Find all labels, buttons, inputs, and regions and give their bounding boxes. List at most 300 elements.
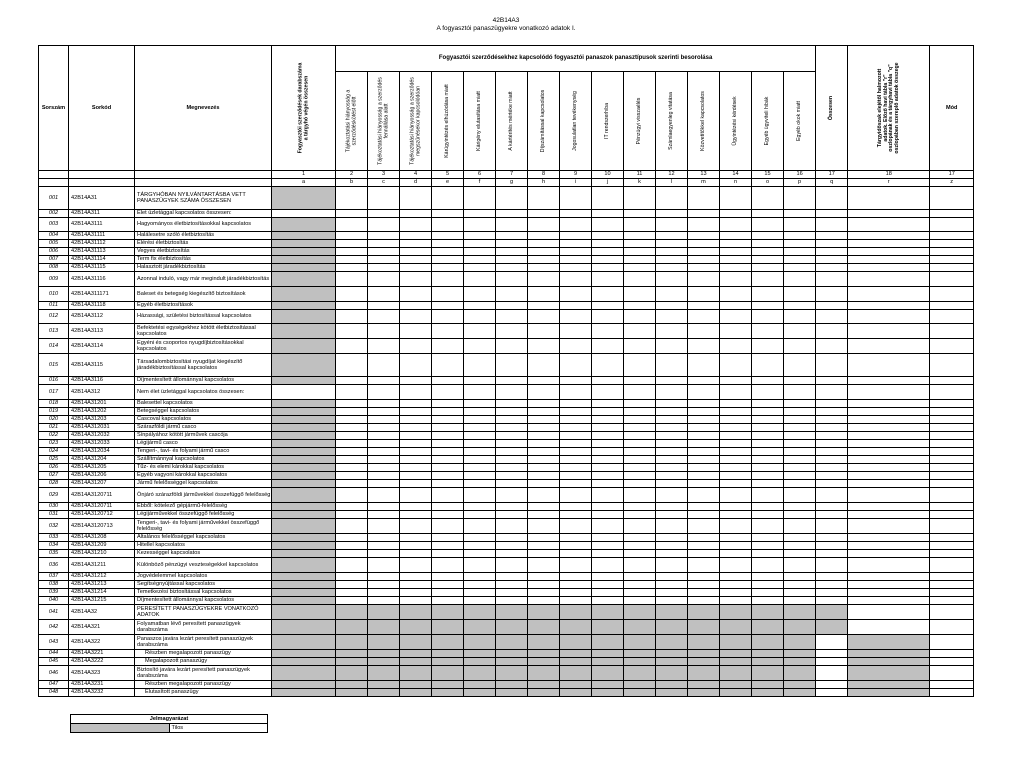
- data-cell-n[interactable]: [720, 232, 752, 240]
- data-cell-m[interactable]: [688, 472, 720, 480]
- data-cell-o[interactable]: [752, 287, 784, 302]
- data-cell-q[interactable]: [816, 550, 848, 558]
- data-cell-g[interactable]: [496, 377, 528, 385]
- data-cell-p[interactable]: [784, 464, 816, 472]
- data-cell-q[interactable]: [816, 534, 848, 542]
- data-cell-e[interactable]: [432, 480, 464, 488]
- data-cell-d[interactable]: [400, 424, 432, 432]
- data-cell-o[interactable]: [752, 448, 784, 456]
- data-cell-d[interactable]: [400, 511, 432, 519]
- data-cell-z[interactable]: [930, 210, 974, 218]
- data-cell-o[interactable]: [752, 187, 784, 210]
- data-cell-c[interactable]: [368, 218, 400, 232]
- data-cell-e[interactable]: [432, 324, 464, 339]
- data-cell-e[interactable]: [432, 287, 464, 302]
- data-cell-b[interactable]: [336, 534, 368, 542]
- data-cell-o[interactable]: [752, 385, 784, 400]
- data-cell-n[interactable]: [720, 488, 752, 503]
- data-cell-m[interactable]: [688, 424, 720, 432]
- data-cell-i[interactable]: [560, 488, 592, 503]
- data-cell-g[interactable]: [496, 310, 528, 324]
- data-cell-l[interactable]: [656, 488, 688, 503]
- data-cell-p[interactable]: [784, 472, 816, 480]
- data-cell-h[interactable]: [528, 519, 560, 534]
- data-cell-r[interactable]: [848, 400, 930, 408]
- data-cell-m[interactable]: [688, 218, 720, 232]
- data-cell-m[interactable]: [688, 232, 720, 240]
- data-cell-h[interactable]: [528, 480, 560, 488]
- data-cell-b[interactable]: [336, 324, 368, 339]
- data-cell-d[interactable]: [400, 456, 432, 464]
- data-cell-j[interactable]: [592, 542, 624, 550]
- data-cell-z[interactable]: [930, 256, 974, 264]
- data-cell-g[interactable]: [496, 302, 528, 310]
- data-cell-g[interactable]: [496, 472, 528, 480]
- data-cell-r[interactable]: [848, 240, 930, 248]
- data-cell-e[interactable]: [432, 472, 464, 480]
- data-cell-m[interactable]: [688, 187, 720, 210]
- data-cell-o[interactable]: [752, 218, 784, 232]
- data-cell-n[interactable]: [720, 264, 752, 272]
- data-cell-p[interactable]: [784, 534, 816, 542]
- data-cell-o[interactable]: [752, 377, 784, 385]
- data-cell-k[interactable]: [624, 256, 656, 264]
- data-cell-d[interactable]: [400, 256, 432, 264]
- data-cell-j[interactable]: [592, 287, 624, 302]
- data-cell-o[interactable]: [752, 354, 784, 377]
- data-cell-i[interactable]: [560, 519, 592, 534]
- data-cell-q[interactable]: [816, 424, 848, 432]
- data-cell-r[interactable]: [848, 573, 930, 581]
- data-cell-c[interactable]: [368, 464, 400, 472]
- data-cell-q[interactable]: [816, 589, 848, 597]
- data-cell-z[interactable]: [930, 385, 974, 400]
- data-cell-g[interactable]: [496, 581, 528, 589]
- data-cell-i[interactable]: [560, 424, 592, 432]
- data-cell-q[interactable]: [816, 240, 848, 248]
- data-cell-n[interactable]: [720, 542, 752, 550]
- data-cell-m[interactable]: [688, 456, 720, 464]
- data-cell-r[interactable]: [848, 324, 930, 339]
- data-cell-r[interactable]: [848, 558, 930, 573]
- data-cell-e[interactable]: [432, 339, 464, 354]
- data-cell-o[interactable]: [752, 432, 784, 440]
- data-cell-k[interactable]: [624, 542, 656, 550]
- data-cell-o[interactable]: [752, 503, 784, 511]
- data-cell-p[interactable]: [784, 480, 816, 488]
- data-cell-z[interactable]: [930, 218, 974, 232]
- data-cell-n[interactable]: [720, 377, 752, 385]
- data-cell-o[interactable]: [752, 573, 784, 581]
- data-cell-q[interactable]: [816, 187, 848, 210]
- data-cell-i[interactable]: [560, 400, 592, 408]
- data-cell-e[interactable]: [432, 432, 464, 440]
- data-cell-f[interactable]: [464, 385, 496, 400]
- data-cell-m[interactable]: [688, 550, 720, 558]
- data-cell-q[interactable]: [816, 573, 848, 581]
- data-cell-k[interactable]: [624, 597, 656, 605]
- data-cell-o[interactable]: [752, 210, 784, 218]
- data-cell-e[interactable]: [432, 464, 464, 472]
- data-cell-n[interactable]: [720, 385, 752, 400]
- data-cell-z[interactable]: [930, 605, 974, 620]
- data-cell-o[interactable]: [752, 472, 784, 480]
- data-cell-i[interactable]: [560, 558, 592, 573]
- data-cell-m[interactable]: [688, 558, 720, 573]
- data-cell-g[interactable]: [496, 264, 528, 272]
- data-cell-p[interactable]: [784, 550, 816, 558]
- data-cell-f[interactable]: [464, 408, 496, 416]
- data-cell-h[interactable]: [528, 456, 560, 464]
- data-cell-r[interactable]: [848, 408, 930, 416]
- data-cell-f[interactable]: [464, 310, 496, 324]
- data-cell-e[interactable]: [432, 187, 464, 210]
- data-cell-r[interactable]: [848, 488, 930, 503]
- data-cell-m[interactable]: [688, 480, 720, 488]
- data-cell-f[interactable]: [464, 464, 496, 472]
- data-cell-l[interactable]: [656, 542, 688, 550]
- data-cell-n[interactable]: [720, 324, 752, 339]
- data-cell-q[interactable]: [816, 681, 848, 689]
- data-cell-d[interactable]: [400, 488, 432, 503]
- data-cell-z[interactable]: [930, 681, 974, 689]
- data-cell-b[interactable]: [336, 456, 368, 464]
- data-cell-z[interactable]: [930, 519, 974, 534]
- data-cell-b[interactable]: [336, 440, 368, 448]
- data-cell-l[interactable]: [656, 408, 688, 416]
- data-cell-l[interactable]: [656, 503, 688, 511]
- data-cell-j[interactable]: [592, 464, 624, 472]
- data-cell-f[interactable]: [464, 210, 496, 218]
- data-cell-z[interactable]: [930, 464, 974, 472]
- data-cell-m[interactable]: [688, 542, 720, 550]
- data-cell-q[interactable]: [816, 432, 848, 440]
- data-cell-c[interactable]: [368, 400, 400, 408]
- data-cell-r[interactable]: [848, 424, 930, 432]
- data-cell-c[interactable]: [368, 210, 400, 218]
- data-cell-p[interactable]: [784, 408, 816, 416]
- data-cell-b[interactable]: [336, 218, 368, 232]
- data-cell-q[interactable]: [816, 210, 848, 218]
- data-cell-h[interactable]: [528, 448, 560, 456]
- data-cell-m[interactable]: [688, 240, 720, 248]
- data-cell-c[interactable]: [368, 324, 400, 339]
- data-cell-f[interactable]: [464, 416, 496, 424]
- data-cell-k[interactable]: [624, 432, 656, 440]
- data-cell-b[interactable]: [336, 503, 368, 511]
- data-cell-k[interactable]: [624, 302, 656, 310]
- data-cell-d[interactable]: [400, 416, 432, 424]
- data-cell-f[interactable]: [464, 432, 496, 440]
- data-cell-q[interactable]: [816, 650, 848, 658]
- data-cell-k[interactable]: [624, 400, 656, 408]
- data-cell-j[interactable]: [592, 550, 624, 558]
- data-cell-z[interactable]: [930, 272, 974, 287]
- data-cell-p[interactable]: [784, 272, 816, 287]
- data-cell-i[interactable]: [560, 232, 592, 240]
- data-cell-h[interactable]: [528, 400, 560, 408]
- data-cell-c[interactable]: [368, 534, 400, 542]
- data-cell-q[interactable]: [816, 472, 848, 480]
- data-cell-h[interactable]: [528, 573, 560, 581]
- data-cell-b[interactable]: [336, 542, 368, 550]
- data-cell-k[interactable]: [624, 589, 656, 597]
- data-cell-z[interactable]: [930, 324, 974, 339]
- data-cell-l[interactable]: [656, 581, 688, 589]
- data-cell-p[interactable]: [784, 240, 816, 248]
- data-cell-h[interactable]: [528, 232, 560, 240]
- data-cell-d[interactable]: [400, 432, 432, 440]
- data-cell-n[interactable]: [720, 519, 752, 534]
- data-cell-b[interactable]: [336, 448, 368, 456]
- data-cell-b[interactable]: [336, 480, 368, 488]
- data-cell-g[interactable]: [496, 218, 528, 232]
- data-cell-z[interactable]: [930, 302, 974, 310]
- data-cell-c[interactable]: [368, 456, 400, 464]
- data-cell-p[interactable]: [784, 416, 816, 424]
- data-cell-m[interactable]: [688, 272, 720, 287]
- data-cell-z[interactable]: [930, 377, 974, 385]
- data-cell-f[interactable]: [464, 472, 496, 480]
- data-cell-d[interactable]: [400, 573, 432, 581]
- data-cell-b[interactable]: [336, 488, 368, 503]
- data-cell-m[interactable]: [688, 519, 720, 534]
- data-cell-j[interactable]: [592, 187, 624, 210]
- data-cell-b[interactable]: [336, 272, 368, 287]
- data-cell-e[interactable]: [432, 248, 464, 256]
- data-cell-e[interactable]: [432, 272, 464, 287]
- data-cell-z[interactable]: [930, 550, 974, 558]
- data-cell-j[interactable]: [592, 400, 624, 408]
- data-cell-o[interactable]: [752, 324, 784, 339]
- data-cell-n[interactable]: [720, 354, 752, 377]
- data-cell-k[interactable]: [624, 488, 656, 503]
- data-cell-k[interactable]: [624, 534, 656, 542]
- data-cell-l[interactable]: [656, 511, 688, 519]
- data-cell-z[interactable]: [930, 480, 974, 488]
- data-cell-e[interactable]: [432, 511, 464, 519]
- data-cell-p[interactable]: [784, 511, 816, 519]
- data-cell-j[interactable]: [592, 385, 624, 400]
- data-cell-l[interactable]: [656, 440, 688, 448]
- data-cell-j[interactable]: [592, 480, 624, 488]
- data-cell-r[interactable]: [848, 581, 930, 589]
- data-cell-m[interactable]: [688, 597, 720, 605]
- data-cell-l[interactable]: [656, 558, 688, 573]
- data-cell-q[interactable]: [816, 385, 848, 400]
- data-cell-m[interactable]: [688, 464, 720, 472]
- data-cell-n[interactable]: [720, 589, 752, 597]
- data-cell-b[interactable]: [336, 581, 368, 589]
- data-cell-z[interactable]: [930, 248, 974, 256]
- data-cell-h[interactable]: [528, 542, 560, 550]
- data-cell-f[interactable]: [464, 354, 496, 377]
- data-cell-c[interactable]: [368, 472, 400, 480]
- data-cell-l[interactable]: [656, 424, 688, 432]
- data-cell-c[interactable]: [368, 542, 400, 550]
- data-cell-h[interactable]: [528, 550, 560, 558]
- data-cell-r[interactable]: [848, 542, 930, 550]
- data-cell-q[interactable]: [816, 511, 848, 519]
- data-cell-c[interactable]: [368, 408, 400, 416]
- data-cell-n[interactable]: [720, 581, 752, 589]
- data-cell-q[interactable]: [816, 581, 848, 589]
- data-cell-p[interactable]: [784, 256, 816, 264]
- data-cell-g[interactable]: [496, 597, 528, 605]
- data-cell-z[interactable]: [930, 650, 974, 658]
- data-cell-f[interactable]: [464, 256, 496, 264]
- data-cell-k[interactable]: [624, 424, 656, 432]
- data-cell-l[interactable]: [656, 597, 688, 605]
- data-cell-r[interactable]: [848, 511, 930, 519]
- data-cell-f[interactable]: [464, 232, 496, 240]
- data-cell-d[interactable]: [400, 440, 432, 448]
- data-cell-l[interactable]: [656, 240, 688, 248]
- data-cell-q[interactable]: [816, 354, 848, 377]
- data-cell-m[interactable]: [688, 377, 720, 385]
- data-cell-i[interactable]: [560, 448, 592, 456]
- data-cell-m[interactable]: [688, 503, 720, 511]
- data-cell-m[interactable]: [688, 408, 720, 416]
- data-cell-b[interactable]: [336, 310, 368, 324]
- data-cell-m[interactable]: [688, 448, 720, 456]
- data-cell-r[interactable]: [848, 256, 930, 264]
- data-cell-k[interactable]: [624, 354, 656, 377]
- data-cell-r[interactable]: [848, 416, 930, 424]
- data-cell-g[interactable]: [496, 440, 528, 448]
- data-cell-f[interactable]: [464, 400, 496, 408]
- data-cell-e[interactable]: [432, 424, 464, 432]
- data-cell-e[interactable]: [432, 400, 464, 408]
- data-cell-z[interactable]: [930, 456, 974, 464]
- data-cell-z[interactable]: [930, 573, 974, 581]
- data-cell-l[interactable]: [656, 385, 688, 400]
- data-cell-j[interactable]: [592, 302, 624, 310]
- data-cell-k[interactable]: [624, 187, 656, 210]
- data-cell-q[interactable]: [816, 377, 848, 385]
- data-cell-d[interactable]: [400, 550, 432, 558]
- data-cell-j[interactable]: [592, 597, 624, 605]
- data-cell-j[interactable]: [592, 534, 624, 542]
- data-cell-o[interactable]: [752, 424, 784, 432]
- data-cell-h[interactable]: [528, 416, 560, 424]
- data-cell-q[interactable]: [816, 324, 848, 339]
- data-cell-q[interactable]: [816, 666, 848, 681]
- data-cell-n[interactable]: [720, 287, 752, 302]
- data-cell-r[interactable]: [848, 287, 930, 302]
- data-cell-h[interactable]: [528, 432, 560, 440]
- data-cell-g[interactable]: [496, 432, 528, 440]
- data-cell-o[interactable]: [752, 519, 784, 534]
- data-cell-q[interactable]: [816, 597, 848, 605]
- data-cell-z[interactable]: [930, 310, 974, 324]
- data-cell-d[interactable]: [400, 534, 432, 542]
- data-cell-n[interactable]: [720, 310, 752, 324]
- data-cell-f[interactable]: [464, 448, 496, 456]
- data-cell-m[interactable]: [688, 488, 720, 503]
- data-cell-l[interactable]: [656, 272, 688, 287]
- data-cell-m[interactable]: [688, 354, 720, 377]
- data-cell-i[interactable]: [560, 589, 592, 597]
- data-cell-q[interactable]: [816, 416, 848, 424]
- data-cell-p[interactable]: [784, 542, 816, 550]
- data-cell-n[interactable]: [720, 511, 752, 519]
- data-cell-g[interactable]: [496, 248, 528, 256]
- data-cell-r[interactable]: [848, 456, 930, 464]
- data-cell-k[interactable]: [624, 210, 656, 218]
- data-cell-d[interactable]: [400, 400, 432, 408]
- data-cell-j[interactable]: [592, 589, 624, 597]
- data-cell-i[interactable]: [560, 324, 592, 339]
- data-cell-c[interactable]: [368, 302, 400, 310]
- data-cell-b[interactable]: [336, 248, 368, 256]
- data-cell-l[interactable]: [656, 377, 688, 385]
- data-cell-b[interactable]: [336, 589, 368, 597]
- data-cell-z[interactable]: [930, 558, 974, 573]
- data-cell-o[interactable]: [752, 416, 784, 424]
- data-cell-q[interactable]: [816, 658, 848, 666]
- data-cell-e[interactable]: [432, 488, 464, 503]
- data-cell-i[interactable]: [560, 456, 592, 464]
- data-cell-z[interactable]: [930, 424, 974, 432]
- data-cell-g[interactable]: [496, 573, 528, 581]
- data-cell-i[interactable]: [560, 187, 592, 210]
- data-cell-p[interactable]: [784, 324, 816, 339]
- data-cell-d[interactable]: [400, 339, 432, 354]
- data-cell-l[interactable]: [656, 264, 688, 272]
- data-cell-c[interactable]: [368, 354, 400, 377]
- data-cell-g[interactable]: [496, 480, 528, 488]
- data-cell-b[interactable]: [336, 424, 368, 432]
- data-cell-n[interactable]: [720, 339, 752, 354]
- data-cell-m[interactable]: [688, 256, 720, 264]
- data-cell-k[interactable]: [624, 377, 656, 385]
- data-cell-g[interactable]: [496, 256, 528, 264]
- data-cell-z[interactable]: [930, 432, 974, 440]
- data-cell-f[interactable]: [464, 581, 496, 589]
- data-cell-d[interactable]: [400, 377, 432, 385]
- data-cell-z[interactable]: [930, 597, 974, 605]
- data-cell-d[interactable]: [400, 310, 432, 324]
- data-cell-p[interactable]: [784, 432, 816, 440]
- data-cell-e[interactable]: [432, 573, 464, 581]
- data-cell-d[interactable]: [400, 464, 432, 472]
- data-cell-j[interactable]: [592, 432, 624, 440]
- data-cell-f[interactable]: [464, 248, 496, 256]
- data-cell-l[interactable]: [656, 210, 688, 218]
- data-cell-k[interactable]: [624, 385, 656, 400]
- data-cell-j[interactable]: [592, 232, 624, 240]
- data-cell-n[interactable]: [720, 440, 752, 448]
- data-cell-j[interactable]: [592, 456, 624, 464]
- data-cell-h[interactable]: [528, 377, 560, 385]
- data-cell-i[interactable]: [560, 432, 592, 440]
- data-cell-f[interactable]: [464, 424, 496, 432]
- data-cell-n[interactable]: [720, 256, 752, 264]
- data-cell-r[interactable]: [848, 232, 930, 240]
- data-cell-n[interactable]: [720, 448, 752, 456]
- data-cell-f[interactable]: [464, 272, 496, 287]
- data-cell-o[interactable]: [752, 464, 784, 472]
- data-cell-d[interactable]: [400, 210, 432, 218]
- data-cell-i[interactable]: [560, 310, 592, 324]
- data-cell-m[interactable]: [688, 264, 720, 272]
- data-cell-e[interactable]: [432, 232, 464, 240]
- data-cell-n[interactable]: [720, 573, 752, 581]
- data-cell-j[interactable]: [592, 218, 624, 232]
- data-cell-i[interactable]: [560, 550, 592, 558]
- data-cell-k[interactable]: [624, 550, 656, 558]
